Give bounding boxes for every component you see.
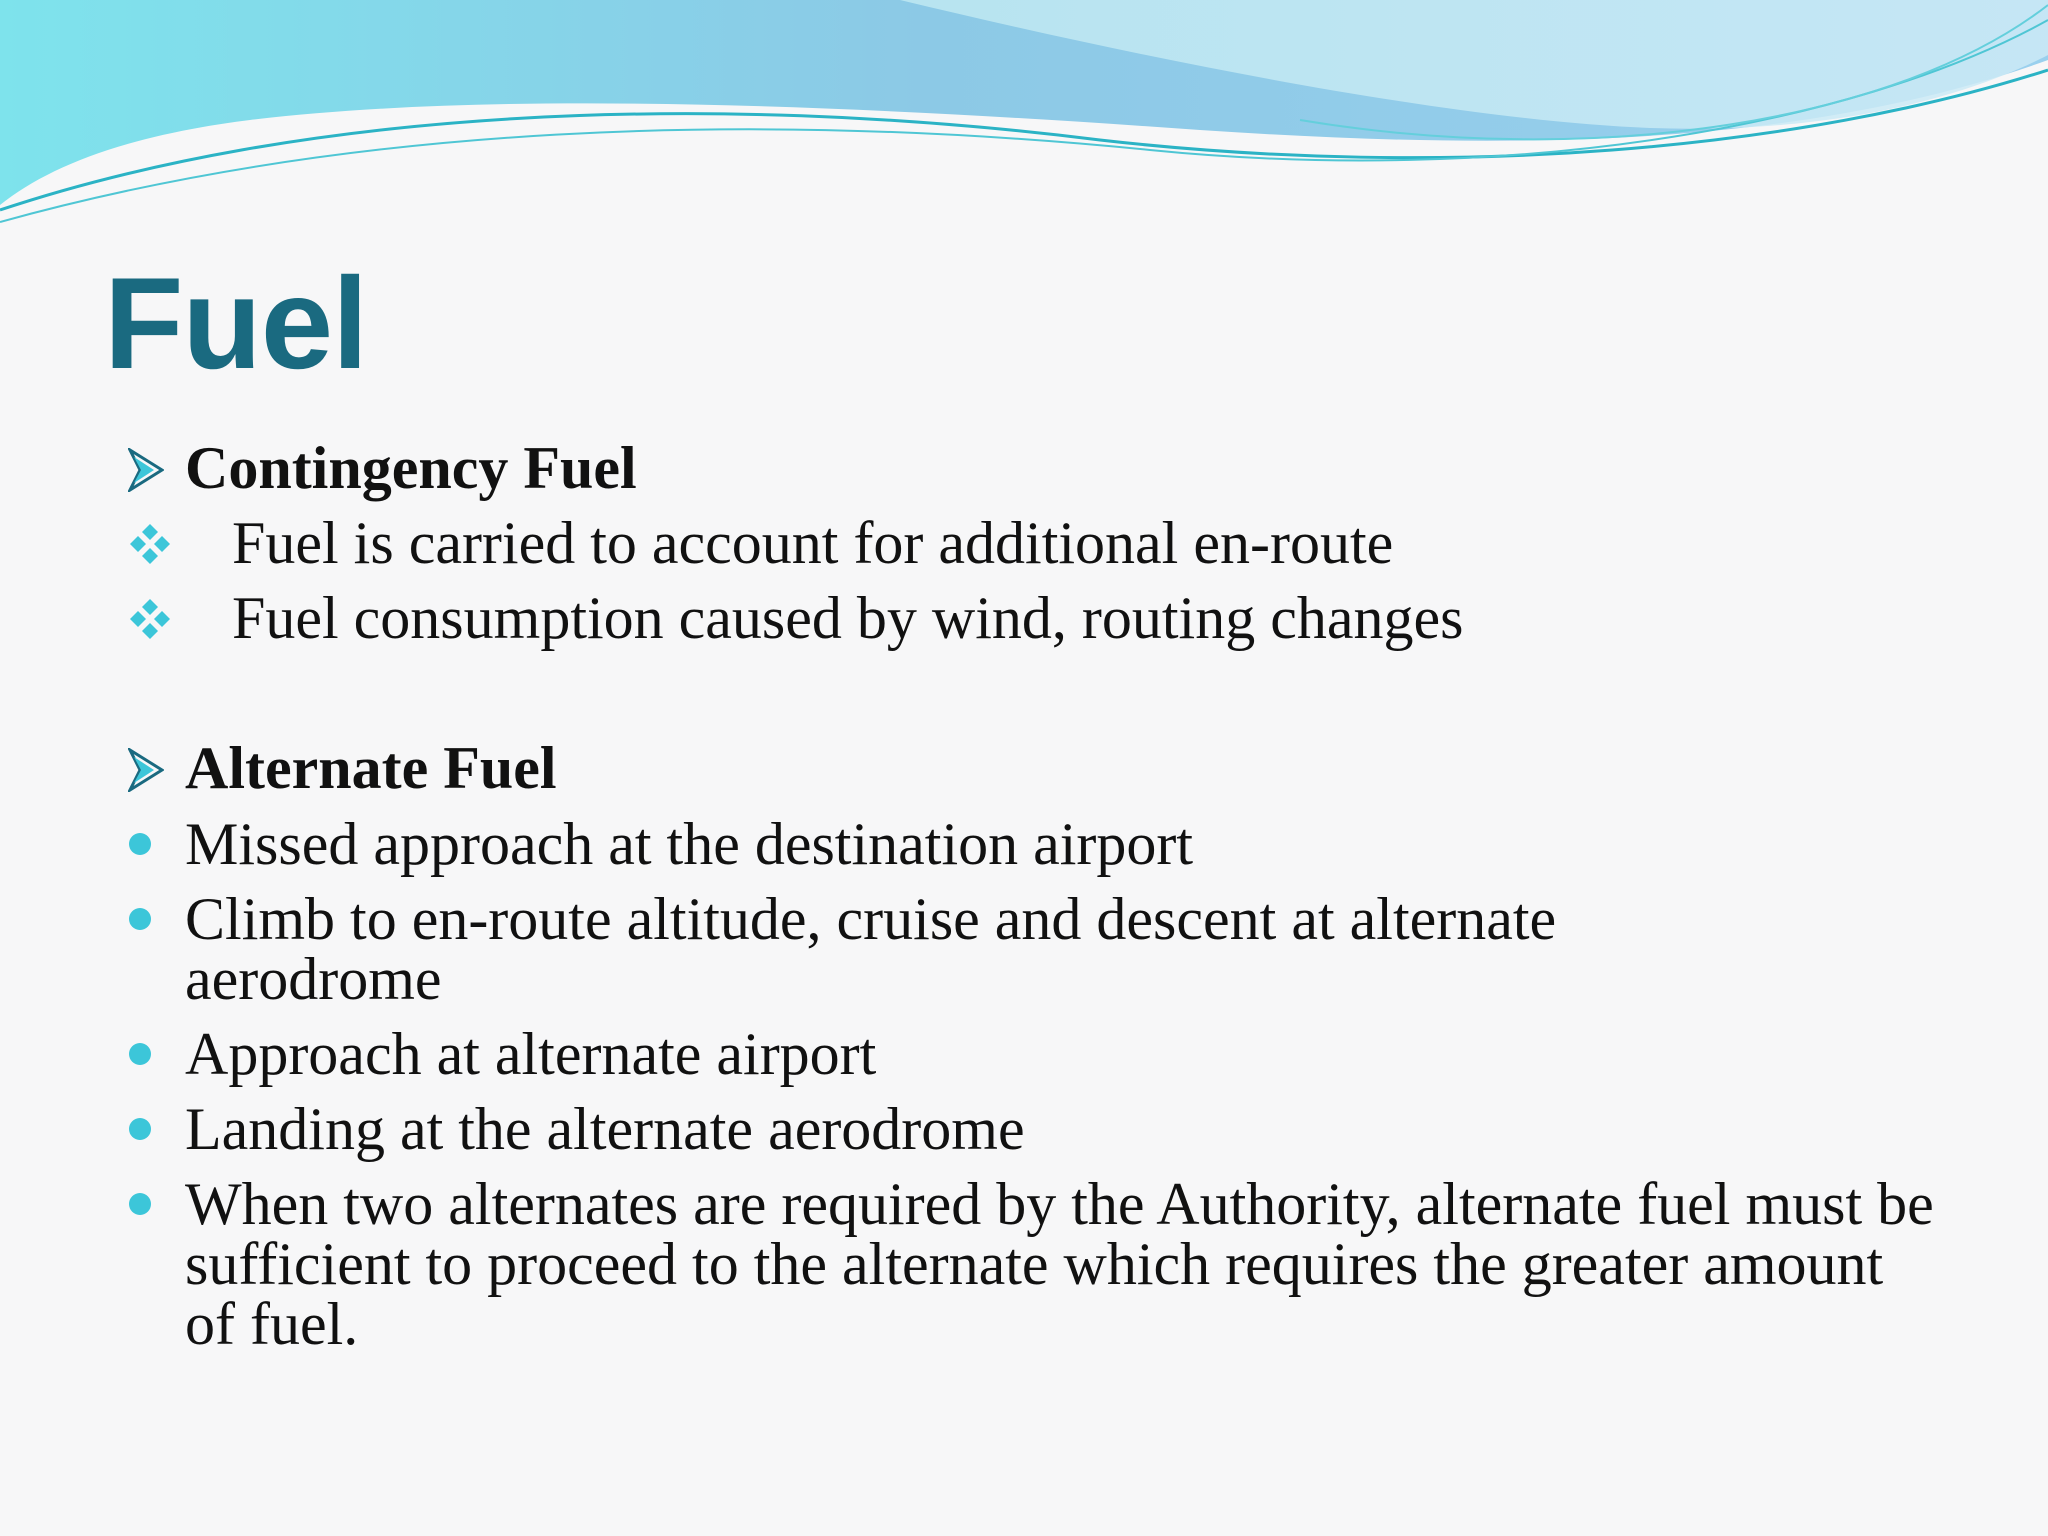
alternate-item xyxy=(185,1171,1985,1357)
alternate-item: Approach at alternate airport xyxy=(185,1021,877,1087)
four-diamond-icon xyxy=(128,522,172,566)
alternate-item: Landing at the alternate aerodrome xyxy=(185,1096,1025,1162)
dot-icon xyxy=(129,1118,151,1140)
alternate-item-multiline: When two alternates are required by the Authority, alternate fuel must be sufficient to proceed to the alternate which requires the greater amount of fuel. xyxy=(185,1171,1934,1357)
alternate-item: Missed approach at the destination airport xyxy=(185,811,1194,877)
alternate-item xyxy=(185,886,1985,1012)
dot-icon xyxy=(129,833,151,855)
dot-icon xyxy=(129,908,151,930)
slide-title: Fuel xyxy=(104,250,368,396)
section-heading-alternate: Alternate Fuel xyxy=(185,735,557,801)
arrowhead-icon xyxy=(128,448,164,492)
dot-icon xyxy=(129,1193,151,1215)
contingency-item: Fuel consumption caused by wind, routing changes xyxy=(232,585,1464,651)
contingency-item: Fuel is carried to account for additional en-route xyxy=(232,510,1394,576)
arrowhead-icon xyxy=(128,748,164,792)
dot-icon xyxy=(129,1043,151,1065)
section-heading-contingency: Contingency Fuel xyxy=(185,435,637,501)
four-diamond-icon xyxy=(128,597,172,641)
alternate-item-multiline: Climb to en-route altitude, cruise and descent at alternate aerodrome xyxy=(185,886,1557,1012)
